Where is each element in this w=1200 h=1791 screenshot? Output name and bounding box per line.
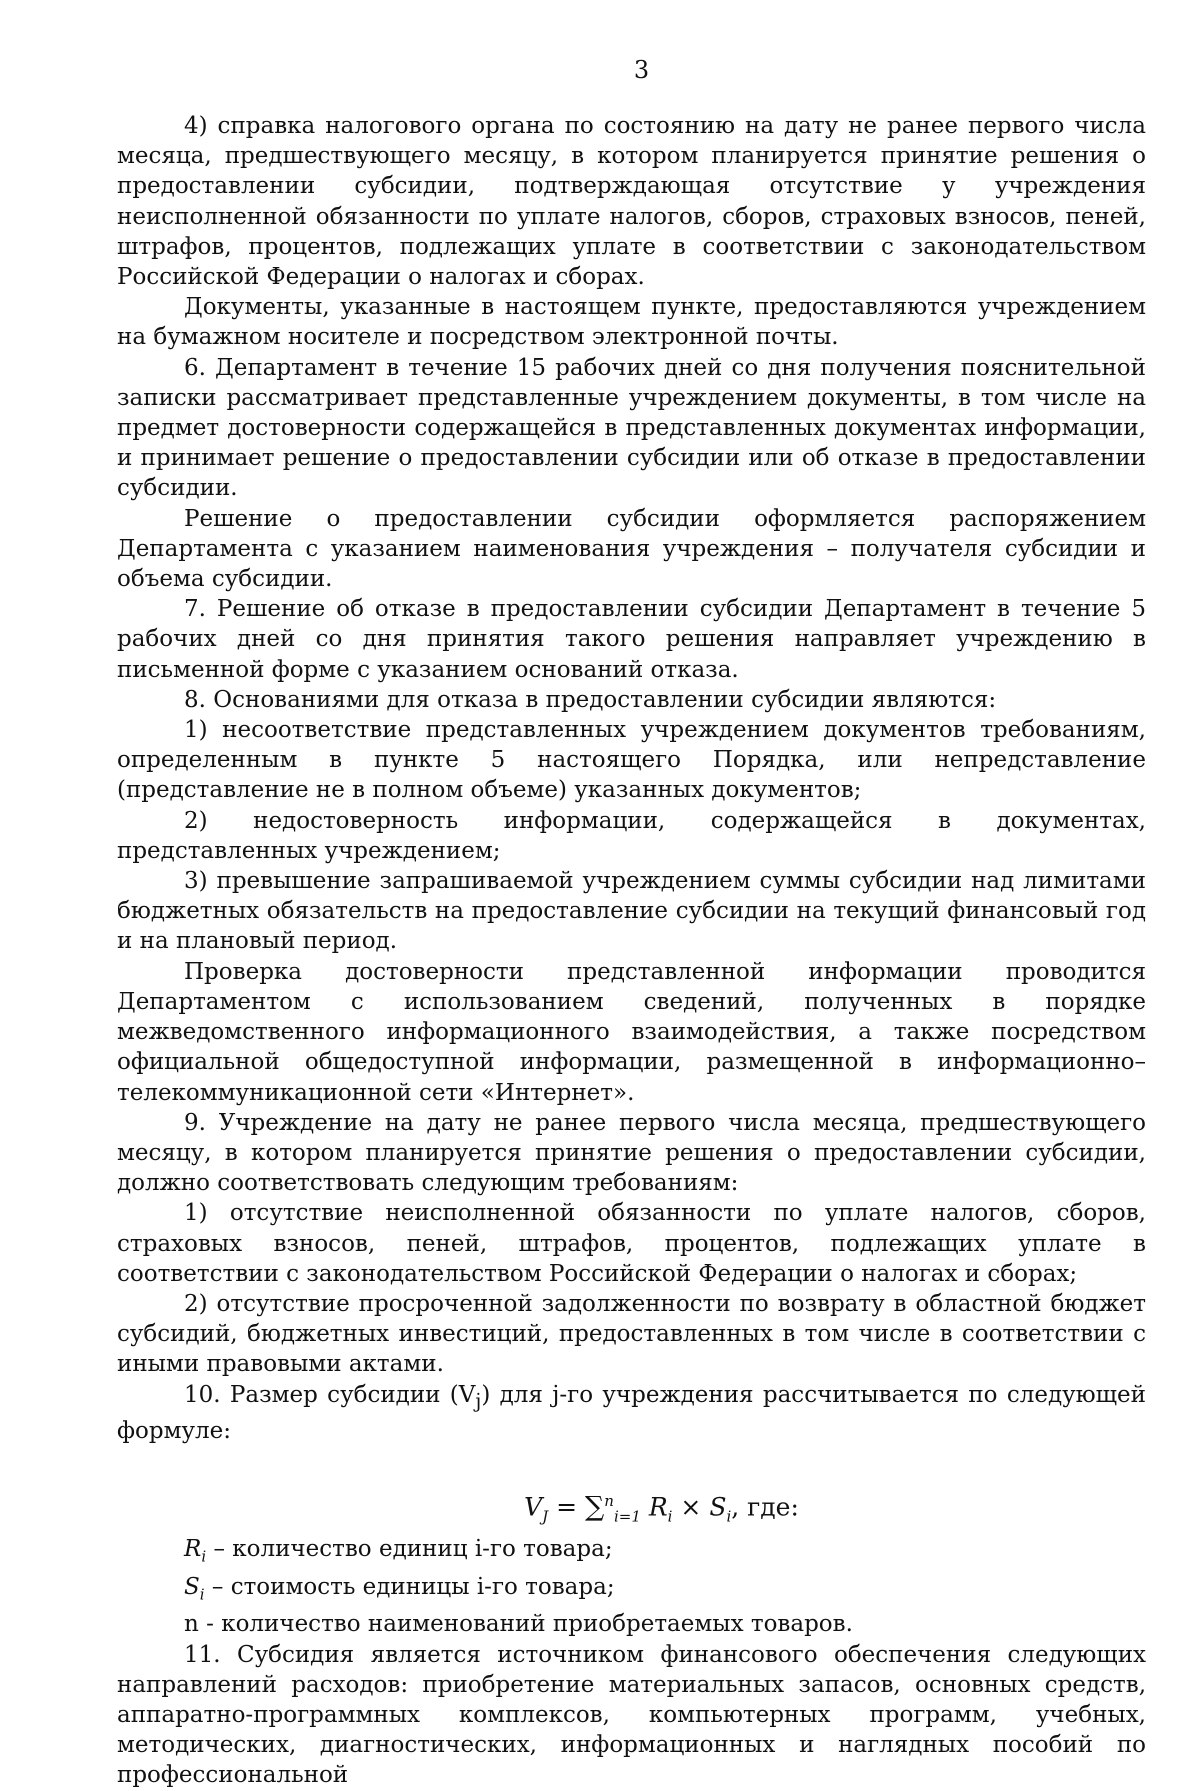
- formula-intro-before: 10. Размер субсидии (V: [184, 1381, 476, 1408]
- formula-intro-after: ) для j-го учреждения рассчитывается по следующей формуле:: [117, 1381, 1146, 1445]
- formula-intro-sub: j: [475, 1389, 482, 1413]
- definition-line: [117, 1609, 1146, 1639]
- formula-times: ×: [672, 1491, 710, 1521]
- formula-lhs-sub: J: [542, 1506, 549, 1525]
- paragraph: 3) превышение запрашиваемой учреждением суммы субсидии над лимитами бюджетных обязательств на предоставление субсидии на текущий финансовый год и на плановый период.: [117, 868, 1146, 955]
- paragraph: 11. Субсидия является источником финансового обеспечения следующих направлений расходов: приобретение материальных запасов, основных средств, аппаратно-программных комплексов, компьютерных программ, учебных, методических, диагностических, информационных и наглядных пособий по профессиональной: [117, 1641, 1146, 1789]
- sum-symbol: ∑: [585, 1490, 605, 1522]
- formula-r-sub: i: [667, 1506, 673, 1525]
- formula-s-sub: i: [726, 1506, 732, 1525]
- paragraph: 2) отсутствие просроченной задолженности по возврату в областной бюджет субсидий, бюджетных инвестиций, предоставленных в том числе в соответствии с иными правовыми актами.: [117, 1290, 1146, 1378]
- formula-lhs: V: [524, 1491, 543, 1521]
- sum-upper-limit: n: [604, 1491, 614, 1510]
- subsidy-formula: [117, 1485, 1146, 1532]
- definition-line: [117, 1534, 1146, 1572]
- definition-symbol: R: [184, 1535, 202, 1562]
- sum-lower-limit: i=1: [613, 1506, 641, 1525]
- formula-eq: =: [548, 1491, 586, 1521]
- definition-line: [117, 1572, 1146, 1610]
- paragraph: 1) отсутствие неисполненной обязанности по уплате налогов, сборов, страховых взносов, пеней, штрафов, процентов, подлежащих уплате в соответствии с законодательством Российской Федерации о налогах и сборах;: [117, 1200, 1146, 1287]
- definition-text: n - количество наименований приобретаемых товаров.: [184, 1611, 853, 1638]
- definition-symbol: S: [184, 1573, 200, 1600]
- definition-sub: i: [199, 1585, 205, 1604]
- paragraph: Проверка достоверности представленной информации проводится Департаментом с использованием сведений, полученных в порядке межведомственного информационного взаимодействия, а также посредством официальной общедоступной информации, размещенной в информационно–телекоммуникационной сети «Интернет».: [117, 958, 1146, 1106]
- page-number: 3: [633, 56, 650, 84]
- paragraph: 1) несоответствие представленных учреждением документов требованиям, определенным в пункте 5 настоящего Порядка, или непредставление (представление не в полном объеме) указанных документов;: [117, 717, 1146, 804]
- paragraph: 9. Учреждение на дату не ранее первого числа месяца, предшествующего месяцу, в котором планируется принятие решения о предоставлении субсидии, должно соответствовать следующим требованиям:: [117, 1109, 1146, 1197]
- formula-intro-paragraph: [117, 1380, 1146, 1447]
- definition-text: – стоимость единицы i-го товара;: [204, 1573, 615, 1600]
- formula-s: S: [709, 1491, 727, 1521]
- paragraph: 2) недостоверность информации, содержащейся в документах, представленных учреждением;: [117, 807, 1146, 864]
- paragraph: 6. Департамент в течение 15 рабочих дней со дня получения пояснительной записки рассматривает представленные учреждением документы, в том числе на предмет достоверности содержащейся в представленных документах информации, и принимает решение о предоставлении субсидии или об отказе в предоставлении субсидии.: [117, 354, 1146, 502]
- formula-r: R: [648, 1491, 668, 1521]
- paragraph: 4) справка налогового органа по состоянию на дату не ранее первого числа месяца, предшествующего месяцу, в котором планируется принятие решения о предоставлении субсидии, подтверждающая отсутствие у учреждения неисполненной обязанности по уплате налогов, сборов, страховых взносов, пеней, штрафов, процентов, подлежащих уплате в соответствии с законодательством Российской Федерации о налогах и сборах.: [117, 113, 1146, 291]
- paragraph: Решение о предоставлении субсидии оформляется распоряжением Департамента с указанием наименования учреждения – получателя субсидии и объема субсидии.: [117, 505, 1146, 593]
- formula-tail: , где:: [731, 1491, 799, 1521]
- paragraph: 8. Основаниями для отказа в предоставлении субсидии являются:: [184, 686, 997, 713]
- definition-sub: i: [201, 1547, 207, 1566]
- paragraph: Документы, указанные в настоящем пункте, предоставляются учреждением на бумажном носителе и посредством электронной почты.: [117, 294, 1146, 351]
- paragraph: 7. Решение об отказе в предоставлении субсидии Департамент в течение 5 рабочих дней со дня принятия такого решения направляет учреждению в письменной форме с указанием оснований отказа.: [117, 596, 1146, 683]
- definition-text: – количество единиц i-го товара;: [206, 1535, 613, 1562]
